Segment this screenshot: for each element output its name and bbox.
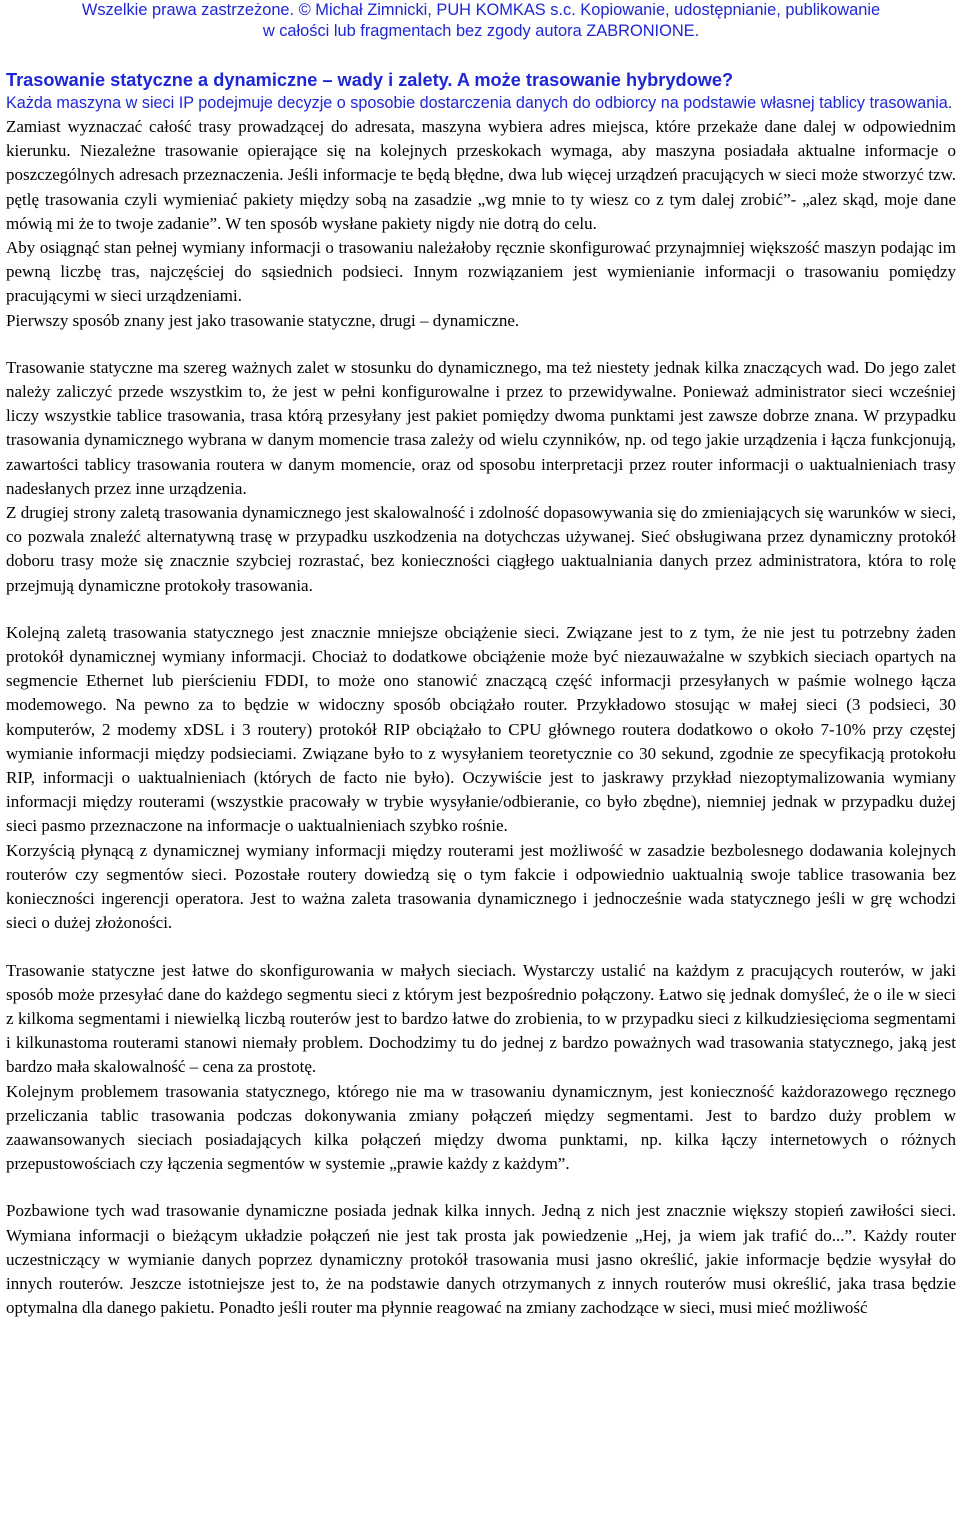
copyright-line-1: Wszelkie prawa zastrzeżone. © Michał Zimnicki, PUH KOMKAS s.c. Kopiowanie, udostępnianie, publikowanie bbox=[81, 1, 881, 19]
section-5 bbox=[6, 1199, 956, 1320]
paragraph: Kolejnym problemem trasowania statycznego, którego nie ma w trasowaniu dynamicznym, jest konieczność każdorazowego ręcznego przeliczania tablic trasowania podczas dokonywania zmiany połączeń między segmentami. Jest to bardzo duży problem w zaawansowanych sieciach posiadających kilka połączeń między dwoma punktami, np. kilka łączy internetowych o różnych przepustowościach czy łączenia segmentów w systemie „prawie każdy z każdym”. bbox=[6, 1081, 956, 1174]
article-intro: Każda maszyna w sieci IP podejmuje decyzje o sposobie dostarczenia danych do odbiorcy na podstawie własnej tablicy trasowania. bbox=[6, 94, 953, 112]
section-3 bbox=[6, 621, 956, 936]
article-title: Trasowanie statyczne a dynamiczne – wady i zalety. A może trasowanie hybrydowe? bbox=[6, 70, 734, 90]
copyright-line-2: w całości lub fragmentach bez zgody autora ZABRONIONE. bbox=[262, 22, 700, 40]
paragraph: Pierwszy sposób znany jest jako trasowanie statyczne, drugi – dynamiczne. bbox=[6, 310, 520, 330]
paragraph: Aby osiągnąć stan pełnej wymiany informacji o trasowaniu należałoby ręcznie skonfigurować przynajmniej większość maszyn podając im pewną liczbę tras, najczęściej do sąsiednich podsieci. Innym rozwiązaniem jest wymienianie informacji o trasowaniu pomiędzy pracującymi w sieci urządzeniami. bbox=[6, 238, 956, 306]
paragraph: Kolejną zaletą trasowania statycznego jest znacznie mniejsze obciążenie sieci. Związane jest to z tym, że nie jest tu potrzebny żaden protokół dynamicznej wymiany informacji. Chociaż to dodatkowe obciążenie może być niezauważalne w szybkich sieciach opartych na segmencie Ethernet lub pierścieniu FDDI, to może ono stanowić znaczącą część informacji przesyłanych w paśmie wolnego łącza modemowego. Na pewno za to będzie w widoczny sposób obciążało router. Przykładowo stosując w małej sieci (3 podsieci, 30 komputerów, 2 modemy xDSL i 3 routery) protokół RIP obciążało to CPU głównego routera dodatkowo o około 7-10% przy częstej wymianie informacji między podsieciami. Związane było to z wysyłaniem teoretycznie co 30 sekund, zgodnie ze specyfikacją protokołu RIP, informacji o uaktualnieniach (których de facto nie było). Oczywiście jest to jaskrawy przykład niezoptymalizowania wymiany informacji między routerami (wszystkie pracowały w trybie wysyłanie/odbieranie, co było zbędne), niemniej jednak w przypadku dużej sieci pasmo przeznaczone na informacje o uaktualnieniach szybko rośnie. bbox=[6, 622, 956, 836]
section-1 bbox=[6, 115, 956, 333]
paragraph: Pozbawione tych wad trasowanie dynamiczne posiada jednak kilka innych. Jedną z nich jest znacznie większy stopień zawiłości sieci. Wymiana informacji o bieżącym układzie połączeń nie jest tak prosta jak powiedzenie „Hej, ja wiem jak trafić do...”. Każdy router uczestniczący w wymianie danych poprzez dynamiczny protokół trasowania musi jasno określić, jakie informacje będzie wysyłał do innych routerów. Jeszcze istotniejsze jest to, że na podstawie danych otrzymanych z innych routerów musi określić, jaka trasa będzie optymalna dla danego pakietu. Ponadto jeśli router ma płynnie reagować na zmiany zachodzące w sieci, musi mieć możliwość bbox=[6, 1201, 956, 1318]
section-4 bbox=[6, 959, 956, 1177]
copyright-notice bbox=[6, 0, 956, 42]
section-2 bbox=[6, 356, 956, 598]
paragraph: Trasowanie statyczne jest łatwe do skonfigurowania w małych sieciach. Wystarczy ustalić na każdym z pracujących routerów, w jaki sposób może przesyłać dane do każdego segmentu sieci z którym jest bezpośrednio połączony. Łatwo się jednak domyśleć, że o ile w sieci z kilkoma segmentami i niewielką liczbą routerów jest to bardzo łatwe do zrobienia, to w przypadku sieci z kilkudziesięcioma segmentami i kilkunastoma routerami stanowi niemały problem. Dochodzimy tu do jednej z bardzo poważnych wad trasowania statycznego, jaką jest bardzo mała skalowalność – cena za prostotę. bbox=[6, 960, 956, 1077]
paragraph: Z drugiej strony zaletą trasowania dynamicznego jest skalowalność i zdolność dopasowywania się do zmieniających się warunków w sieci, co pozwala znaleźć alternatywną trasę w przypadku uszkodzenia na dotychczas używanej. Sieć obsługiwana przez dynamiczny protokół doboru trasy może się znacznie szybciej rozrastać, bez konieczności ciągłego uaktualniania danych przez administratora, która to rolę przejmują dynamiczne protokoły trasowania. bbox=[6, 503, 956, 595]
paragraph: Trasowanie statyczne ma szereg ważnych zalet w stosunku do dynamicznego, ma też niestety jednak kilka znaczących wad. Do jego zalet należy zaliczyć przede wszystkim to, że jest w pełni konfigurowalne i przez to przewidywalne. Ponieważ administrator sieci wcześniej liczy wszystkie tablice trasowania, trasa którą przesyłany jest pakiet pomiędzy dwoma punktami jest zawsze dobrze znana. W przypadku trasowania dynamicznego wybrana w danym momencie trasa zależy od wielu czynników, np. od tego jakie urządzenia i łącza funkcjonują, zawartości tablicy trasowania routera w danym momencie, oraz od sposobu interpretacji przez router informacji o uaktualnieniach trasy nadesłanych przez inne urządzenia. bbox=[6, 357, 956, 498]
paragraph: Zamiast wyznaczać całość trasy prowadzącej do adresata, maszyna wybiera adres miejsca, które przekaże dane dalej w odpowiednim kierunku. Niezależne trasowanie opierające się na kolejnych przeskokach wymaga, aby maszyna posiadała aktualne informacje o poszczególnych adresach przeznaczenia. Jeśli informacje te będą błędne, dwa lub więcej urządzeń pracujących w sieci może stworzyć tzw. pętlę trasowania czyli wymieniać pakiety między sobą na zasadzie „wg mnie to ty wiesz co z tym dalej zrobić”- „alez skąd, moje dane mówią mi że to twoje zadanie”. W ten sposób wysłane pakiety nigdy nie dotrą do celu. bbox=[6, 117, 956, 233]
paragraph: Korzyścią płynącą z dynamicznej wymiany informacji między routerami jest możliwość w zasadzie bezbolesnego dodawania kolejnych routerów czy segmentów sieci. Pozostałe routery dowiedzą się o tym fakcie i odpowiednio uaktualnią swoje tablice trasowania bez konieczności ingerencji operatora. Jest to ważna zaleta trasowania dynamicznego i jednocześnie wada statycznego jeśli w grę wchodzi sieci o dużej złożoności. bbox=[6, 840, 956, 933]
